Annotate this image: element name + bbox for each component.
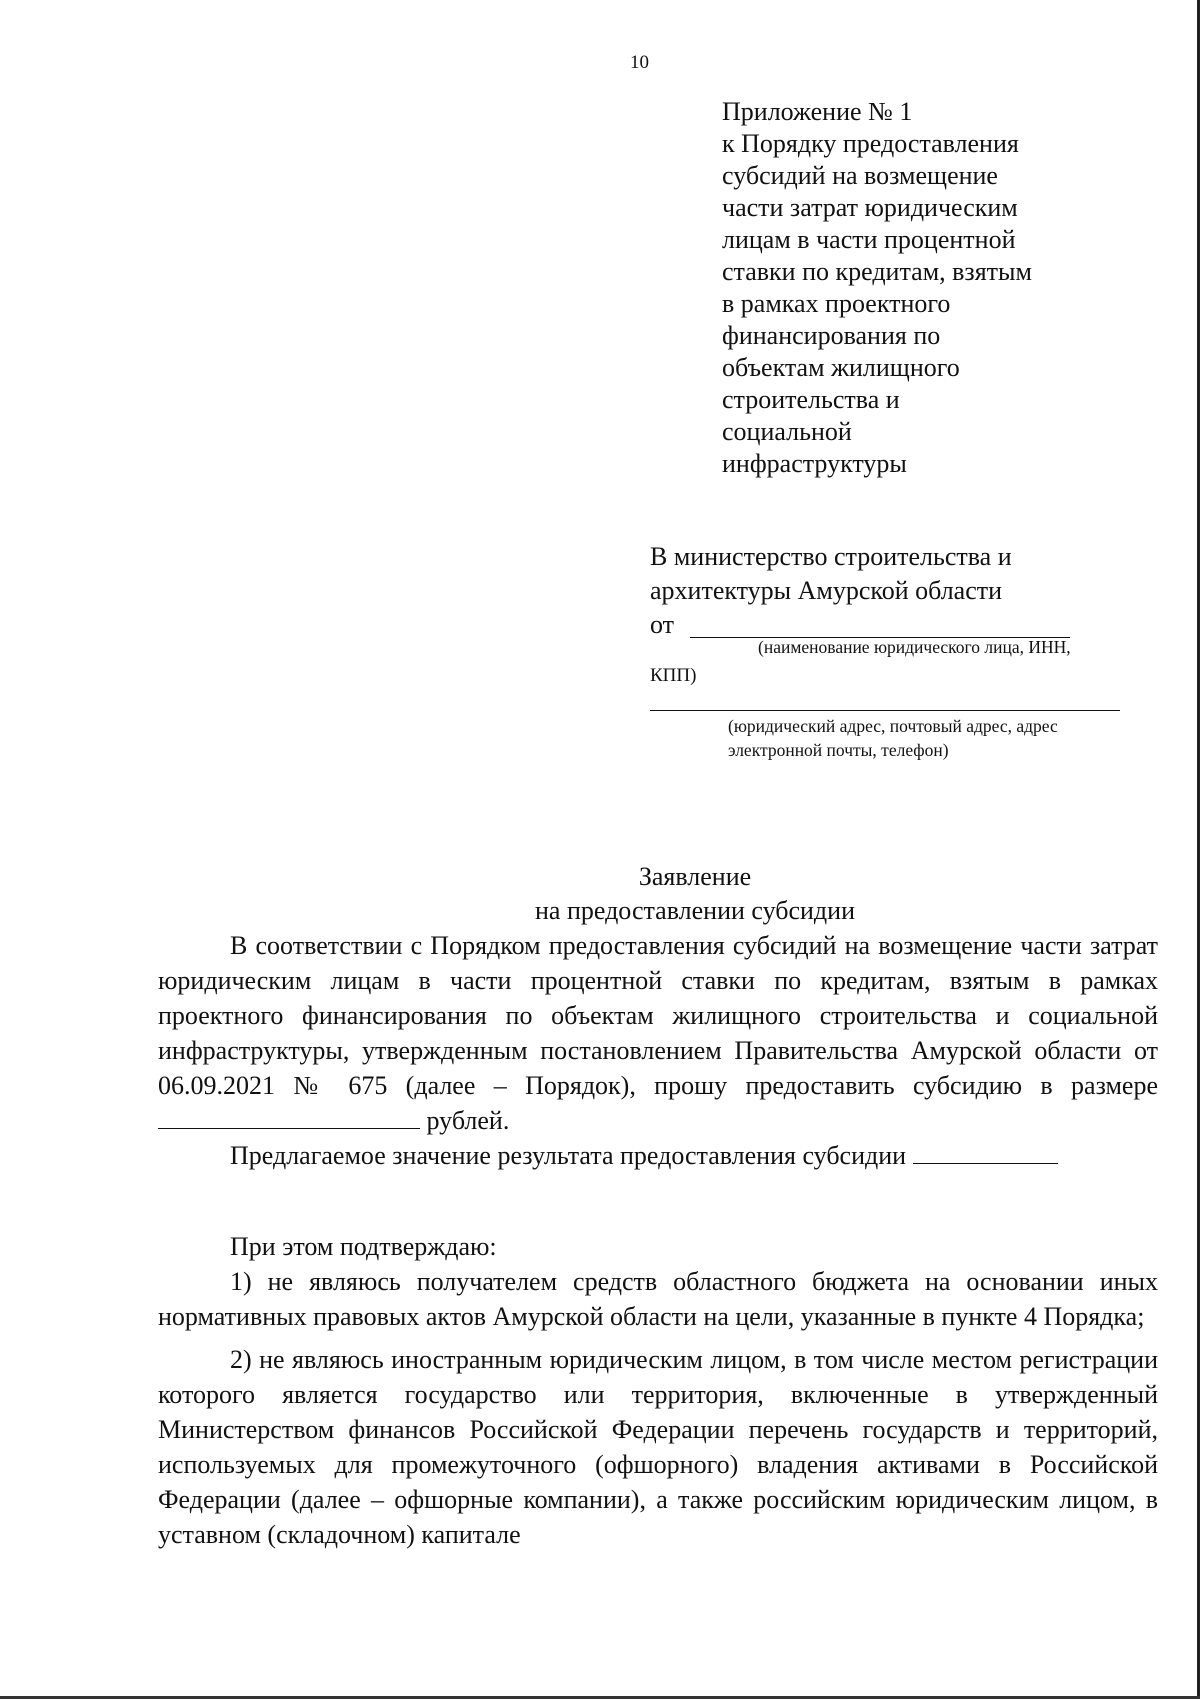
appendix-line: объектам жилищного bbox=[722, 353, 960, 382]
title-line-2: на предоставлении субсидии bbox=[535, 896, 855, 925]
hint-legal-name: (наименование юридического лица, ИНН, bbox=[758, 637, 1071, 657]
result-blank-line bbox=[913, 1139, 1058, 1164]
confirm-item-2: 2) не являюсь иностранным юридическим лицом, в том числе местом регистрации которого является государство или территория, включенные в утвержденный Министерством финансов Российской Федерации перечень государств и территорий, используемых для промежуточного (офшорного) владения активами в Российской Федерации (далее – офшорные компании), а также российским юридическим лицом, в уставном (складочном) капитале bbox=[158, 1345, 1158, 1549]
hint-address-2: электронной почты, телефон) bbox=[728, 740, 949, 760]
appendix-line: инфраструктуры bbox=[722, 449, 907, 478]
appendix-line: лицам в части процентной bbox=[722, 225, 1016, 254]
from-label: от bbox=[650, 610, 675, 639]
confirm-intro: При этом подтверждаю: bbox=[230, 1232, 497, 1261]
appendix-line: к Порядку предоставления bbox=[722, 129, 1019, 158]
appendix-line: Приложение № 1 bbox=[722, 97, 913, 126]
address-blank-line bbox=[650, 710, 1120, 711]
statement-title bbox=[0, 860, 1200, 928]
addressee-line-1: В министерство строительства и bbox=[650, 542, 1012, 571]
appendix-line: ставки по кредитам, взятым bbox=[722, 257, 1032, 286]
result-text: Предлагаемое значение результата предоставления субсидии bbox=[230, 1141, 907, 1170]
appendix-line: части затрат юридическим bbox=[722, 193, 1018, 222]
appendix-line: финансирования по bbox=[722, 321, 941, 350]
appendix-line: строительства и bbox=[722, 385, 900, 414]
confirm-item-1: 1) не являюсь получателем средств областного бюджета на основании иных нормативных правовых актов Амурской области на цели, указанные в пункте 4 Порядка; bbox=[158, 1267, 1158, 1331]
hint-address-1: (юридический адрес, почтовый адрес, адрес bbox=[728, 716, 1058, 736]
result-paragraph bbox=[158, 1138, 1158, 1173]
amount-blank-line bbox=[158, 1104, 420, 1129]
appendix-line: социальной bbox=[722, 417, 852, 446]
spacer bbox=[158, 1173, 1158, 1229]
addressee-block bbox=[650, 540, 1130, 760]
intro-paragraph bbox=[158, 928, 1158, 1138]
page-number: 10 bbox=[630, 52, 649, 73]
addressee-line-2: архитектуры Амурской области bbox=[650, 576, 1003, 605]
title-line-1: Заявление bbox=[638, 862, 752, 891]
hint-kpp: КПП) bbox=[650, 665, 697, 686]
appendix-line: в рамках проектного bbox=[722, 289, 951, 318]
appendix-line: субсидий на возмещение bbox=[722, 161, 998, 190]
intro-suffix: рублей. bbox=[426, 1106, 510, 1135]
statement-body bbox=[158, 928, 1158, 1552]
appendix-header bbox=[722, 96, 1122, 480]
intro-text: В соответствии с Порядком предоставления субсидий на возмещение части затрат юридическим лицам в части процентной ставки по кредитам, взятым в рамках проектного финансирования по объектам жилищного строительства и социальной инфраструктуры, утвержденным постановлением Правительства Амурской области от 06.09.2021 № 675 (далее – Порядок), прошу предоставить субсидию в размере bbox=[158, 931, 1158, 1100]
